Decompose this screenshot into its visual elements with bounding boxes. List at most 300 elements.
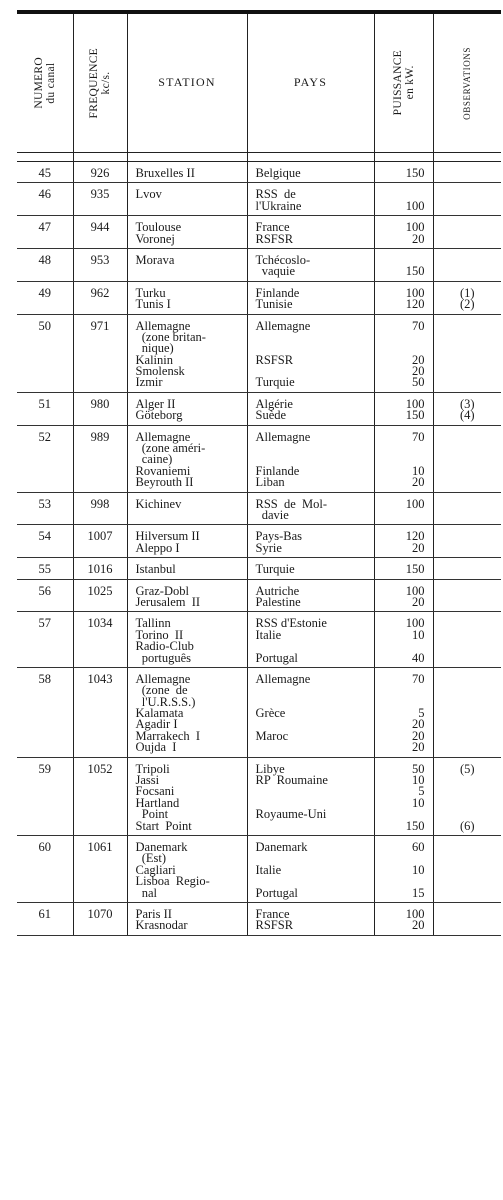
observations-line: [434, 543, 502, 554]
pays-cell: [247, 558, 374, 579]
station-line: Smolensk: [135, 364, 185, 379]
station-cell: [127, 281, 247, 314]
station-line: Izmir: [135, 375, 163, 390]
table-row: [17, 902, 501, 935]
station-line: Oujda I: [135, 740, 177, 755]
station-line: Tallinn: [135, 616, 171, 631]
pays-line: Italie: [255, 862, 282, 877]
station-cell: [127, 525, 247, 558]
header-numero: [17, 14, 73, 153]
station-cell: [127, 248, 247, 281]
observations-line: (2): [459, 297, 475, 312]
canal-number-cell: 55: [17, 558, 73, 579]
pays-line: [248, 742, 374, 753]
observations-line: [434, 432, 502, 443]
observations-line: [434, 466, 502, 477]
table-row: [17, 757, 501, 835]
station-cell: [127, 162, 247, 183]
observations-cell: [433, 281, 501, 314]
observations-cell: [433, 162, 501, 183]
canal-number-cell: 54: [17, 525, 73, 558]
puissance-cell: [374, 836, 433, 903]
station-line: nique): [135, 341, 174, 356]
canal-number-cell: 58: [17, 667, 73, 757]
header-observations: [433, 14, 501, 153]
station-line: Agadir I: [135, 717, 178, 732]
observations-cell: [433, 612, 501, 668]
puissance-line: 50: [412, 761, 425, 776]
puissance-line: 5: [418, 784, 425, 799]
puissance-cell: [374, 612, 433, 668]
frequency-cell: 998: [73, 492, 127, 525]
frequency-cell: 962: [73, 281, 127, 314]
station-line: Bruxelles II: [135, 166, 195, 180]
pays-line: Portugal: [255, 885, 298, 900]
pays-cell: [247, 162, 374, 183]
pays-line: RP Roumaine: [255, 773, 328, 788]
station-line: Lvov: [135, 187, 162, 202]
observations-line: [434, 454, 502, 465]
station-line: [128, 201, 247, 212]
station-line: Allemagne: [135, 429, 191, 444]
observations-line: [434, 477, 502, 488]
observations-line: [434, 853, 502, 864]
puissance-line: [375, 443, 433, 454]
pays-cell: [247, 425, 374, 492]
observations-line: [434, 674, 502, 685]
header-station-label: STATION: [158, 75, 216, 90]
puissance-cell: [374, 492, 433, 525]
frequency-cell: 1061: [73, 836, 127, 903]
frequency-cell: 935: [73, 183, 127, 216]
table-row: [17, 492, 501, 525]
puissance-line: 20: [412, 540, 425, 555]
observations-line: [434, 222, 502, 233]
pays-line: Algérie: [255, 396, 293, 411]
station-cell: [127, 425, 247, 492]
table-row: [17, 183, 501, 216]
frequency-cell: 1007: [73, 525, 127, 558]
pays-line: [248, 821, 374, 832]
station-line: português: [135, 650, 192, 665]
observations-line: [434, 564, 502, 575]
station-line: Radio-Club: [135, 639, 194, 654]
observations-line: (1): [459, 285, 475, 300]
table-row: [17, 425, 501, 492]
pays-cell: [247, 392, 374, 425]
puissance-line: 20: [412, 231, 425, 246]
pays-line: RSFSR: [255, 918, 294, 933]
station-line: l'U.R.S.S.): [135, 694, 196, 709]
observations-cell: [433, 558, 501, 579]
canal-number-cell: 59: [17, 757, 73, 835]
canal-number-cell: 51: [17, 392, 73, 425]
canal-number-cell: 57: [17, 612, 73, 668]
frequency-cell: 1052: [73, 757, 127, 835]
frequency-cell: 1043: [73, 667, 127, 757]
puissance-line: 5: [418, 706, 425, 721]
station-line: Kalamata: [135, 706, 184, 721]
station-line: Hartland: [135, 795, 180, 810]
canal-number-cell: 61: [17, 902, 73, 935]
header-observations-label: OBSERVATIONS: [462, 46, 473, 120]
observations-line: [434, 343, 502, 354]
puissance-line: 100: [405, 496, 425, 511]
puissance-cell: [374, 216, 433, 249]
table-row: [17, 392, 501, 425]
puissance-line: 100: [405, 285, 425, 300]
station-line: Turku: [135, 285, 166, 300]
table-row: [17, 836, 501, 903]
observations-line: [434, 786, 502, 797]
pays-line: [248, 786, 374, 797]
puissance-line: 15: [412, 885, 425, 900]
header-frequence: [73, 14, 127, 153]
puissance-line: 20: [412, 352, 425, 367]
table-row: [17, 558, 501, 579]
station-cell: [127, 612, 247, 668]
observations-cell: [433, 579, 501, 612]
pays-cell: [247, 667, 374, 757]
observations-cell: [433, 314, 501, 392]
table-row: [17, 667, 501, 757]
puissance-line: 150: [405, 818, 425, 833]
observations-line: [434, 653, 502, 664]
puissance-line: 10: [412, 773, 425, 788]
pays-line: France: [255, 906, 290, 921]
pays-line: Allemagne: [255, 318, 311, 333]
observations-line: [434, 201, 502, 212]
pays-line: Portugal: [255, 650, 298, 665]
puissance-cell: [374, 162, 433, 183]
pays-cell: [247, 314, 374, 392]
puissance-line: 120: [405, 529, 425, 544]
station-line: Jassi: [135, 773, 160, 788]
station-line: (zone britan-: [135, 329, 206, 344]
pays-cell: [247, 248, 374, 281]
observations-line: [434, 531, 502, 542]
header-station: [127, 14, 247, 153]
observations-line: [434, 255, 502, 266]
observations-line: [434, 708, 502, 719]
station-line: Hilversum II: [135, 529, 200, 544]
header-numero-line1: NUMERO: [32, 57, 45, 109]
observations-cell: [433, 836, 501, 903]
observations-line: [434, 234, 502, 245]
pays-line: Syrie: [255, 540, 282, 555]
pays-line: davie: [255, 508, 289, 522]
pays-line: RSS de: [255, 187, 296, 202]
pays-cell: [247, 612, 374, 668]
observations-line: [434, 731, 502, 742]
station-line: Danemark: [135, 840, 188, 854]
station-line: Morava: [135, 252, 175, 267]
puissance-line: 70: [412, 671, 425, 686]
puissance-cell: [374, 558, 433, 579]
frequency-cell: 926: [73, 162, 127, 183]
observations-cell: [433, 248, 501, 281]
pays-cell: [247, 836, 374, 903]
header-puissance-line1: PUISSANCE: [391, 50, 404, 116]
frequency-cell: 980: [73, 392, 127, 425]
frequency-cell: 1034: [73, 612, 127, 668]
station-cell: [127, 579, 247, 612]
station-line: Krasnodar: [135, 918, 188, 933]
pays-line: Pays-Bas: [255, 529, 303, 544]
observations-line: [434, 697, 502, 708]
puissance-line: 20: [412, 740, 425, 755]
pays-cell: [247, 216, 374, 249]
puissance-line: 100: [405, 616, 425, 631]
observations-line: [434, 266, 502, 277]
pays-line: Turquie: [255, 562, 295, 577]
station-line: Tunis I: [135, 297, 171, 312]
station-line: (Est): [135, 851, 167, 866]
canal-number-cell: 60: [17, 836, 73, 903]
frequency-table: [17, 14, 501, 936]
puissance-cell: [374, 392, 433, 425]
observations-line: [434, 510, 502, 521]
station-line: Göteborg: [135, 408, 183, 423]
puissance-line: 50: [412, 375, 425, 390]
observations-line: (4): [459, 408, 475, 423]
pays-cell: [247, 579, 374, 612]
canal-number-cell: 52: [17, 425, 73, 492]
pays-line: Maroc: [255, 728, 289, 743]
puissance-line: 10: [412, 627, 425, 642]
pays-line: Allemagne: [255, 429, 311, 444]
puissance-line: 120: [405, 297, 425, 312]
puissance-cell: [374, 902, 433, 935]
observations-line: [434, 775, 502, 786]
station-line: Marrakech I: [135, 728, 201, 743]
pays-line: [248, 443, 374, 454]
puissance-cell: [374, 281, 433, 314]
pays-line: RSS d'Estonie: [255, 616, 327, 631]
station-line: Aleppo I: [135, 540, 180, 555]
pays-line: RSFSR: [255, 231, 294, 246]
table-row: [17, 579, 501, 612]
station-line: Paris II: [135, 906, 172, 921]
table-row: [17, 525, 501, 558]
pays-cell: [247, 757, 374, 835]
table-body: [17, 162, 501, 936]
puissance-line: 70: [412, 318, 425, 333]
header-puissance-line2: en kW.: [403, 66, 416, 100]
puissance-line: 20: [412, 475, 425, 490]
pays-cell: [247, 281, 374, 314]
canal-number-cell: 53: [17, 492, 73, 525]
pays-cell: [247, 525, 374, 558]
pays-line: l'Ukraine: [255, 198, 302, 213]
puissance-line: [375, 685, 433, 696]
puissance-line: [375, 332, 433, 343]
puissance-cell: [374, 314, 433, 392]
observations-line: [434, 630, 502, 641]
pays-line: Liban: [255, 475, 285, 490]
puissance-line: [375, 510, 433, 521]
pays-line: RSS de Mol-: [255, 496, 328, 511]
puissance-line: 10: [412, 795, 425, 810]
table-row: [17, 162, 501, 183]
puissance-line: 20: [412, 728, 425, 743]
pays-line: Libye: [255, 761, 285, 776]
frequency-cell: 1025: [73, 579, 127, 612]
observations-cell: [433, 183, 501, 216]
observations-line: [434, 321, 502, 332]
frequency-cell: 944: [73, 216, 127, 249]
puissance-cell: [374, 183, 433, 216]
header-row: [17, 14, 501, 153]
station-line: Cagliari: [135, 862, 176, 877]
puissance-line: 100: [405, 396, 425, 411]
station-line: (zone de: [135, 683, 188, 698]
pays-line: Belgique: [255, 166, 301, 180]
canal-number-cell: 48: [17, 248, 73, 281]
observations-line: (3): [459, 396, 475, 411]
observations-line: [434, 842, 502, 853]
station-cell: [127, 492, 247, 525]
canal-number-cell: 45: [17, 162, 73, 183]
station-line: Beyrouth II: [135, 475, 194, 490]
station-line: Start Point: [135, 818, 192, 833]
puissance-cell: [374, 667, 433, 757]
observations-line: [434, 798, 502, 809]
pays-line: Italie: [255, 627, 282, 642]
station-line: [128, 510, 247, 521]
station-cell: [127, 902, 247, 935]
pays-line: [248, 332, 374, 343]
station-line: Voronej: [135, 231, 175, 246]
observations-line: [434, 597, 502, 608]
table-row: [17, 216, 501, 249]
pays-line: Turquie: [255, 375, 295, 390]
observations-line: [434, 685, 502, 696]
station-line: Focsani: [135, 784, 175, 799]
frequency-cell: 1070: [73, 902, 127, 935]
puissance-line: 60: [412, 840, 425, 854]
puissance-line: 40: [412, 650, 425, 665]
frequency-cell: 971: [73, 314, 127, 392]
puissance-line: 150: [405, 408, 425, 423]
puissance-cell: [374, 425, 433, 492]
table-row: [17, 248, 501, 281]
station-cell: [127, 667, 247, 757]
canal-number-cell: 47: [17, 216, 73, 249]
frequency-cell: 1016: [73, 558, 127, 579]
observations-line: (6): [459, 818, 475, 833]
station-line: Rovaniemi: [135, 463, 191, 478]
canal-number-cell: 46: [17, 183, 73, 216]
header-gap-row: [17, 153, 501, 162]
puissance-cell: [374, 579, 433, 612]
canal-number-cell: 50: [17, 314, 73, 392]
frequency-table-page: [17, 10, 501, 936]
table-row: [17, 612, 501, 668]
station-line: Kichinev: [135, 496, 182, 511]
puissance-line: 100: [405, 220, 425, 235]
station-line: Graz-Dobl: [135, 583, 189, 598]
pays-line: Tunisie: [255, 297, 293, 312]
station-line: (zone améri-: [135, 441, 206, 456]
observations-line: [434, 742, 502, 753]
observations-line: [434, 355, 502, 366]
puissance-line: 20: [412, 364, 425, 379]
header-frequence-line1: FREQUENCE: [88, 47, 100, 119]
station-line: Kalinin: [135, 352, 173, 367]
observations-line: [434, 719, 502, 730]
canal-number-cell: 49: [17, 281, 73, 314]
puissance-line: 100: [405, 583, 425, 598]
pays-line: Finlande: [255, 285, 300, 300]
pays-line: RSFSR: [255, 352, 294, 367]
header-frequence-line2: kc/s.: [100, 71, 112, 95]
observations-line: [434, 618, 502, 629]
puissance-line: 10: [412, 463, 425, 478]
pays-line: France: [255, 220, 290, 235]
pays-line: Tchécoslo-: [255, 252, 311, 267]
header-numero-line2: du canal: [44, 62, 57, 104]
table-row: [17, 314, 501, 392]
pays-line: Allemagne: [255, 671, 311, 686]
observations-line: [434, 168, 502, 179]
table-row: [17, 281, 501, 314]
pays-line: Danemark: [255, 840, 308, 854]
observations-line: [434, 909, 502, 920]
puissance-line: 150: [405, 264, 425, 279]
pays-line: Finlande: [255, 463, 300, 478]
puissance-line: 70: [412, 429, 425, 444]
observations-line: [434, 641, 502, 652]
station-line: Torino II: [135, 627, 184, 642]
station-cell: [127, 314, 247, 392]
header-puissance: [374, 14, 433, 153]
header-pays-label: PAYS: [293, 75, 328, 90]
frequency-cell: 953: [73, 248, 127, 281]
puissance-line: 100: [405, 906, 425, 921]
pays-line: vaquie: [255, 264, 296, 279]
pays-line: Autriche: [255, 583, 300, 598]
pays-cell: [247, 902, 374, 935]
observations-line: [434, 377, 502, 388]
canal-number-cell: 56: [17, 579, 73, 612]
pays-line: Palestine: [255, 594, 301, 609]
observations-line: [434, 888, 502, 899]
puissance-line: 150: [405, 562, 425, 577]
station-line: Tripoli: [135, 761, 170, 776]
station-cell: [127, 558, 247, 579]
observations-cell: [433, 492, 501, 525]
station-line: Allemagne: [135, 318, 191, 333]
observations-line: [434, 920, 502, 931]
station-cell: [127, 757, 247, 835]
observations-cell: [433, 667, 501, 757]
station-cell: [127, 836, 247, 903]
station-line: nal: [135, 885, 158, 900]
observations-line: [434, 332, 502, 343]
puissance-cell: [374, 248, 433, 281]
pays-line: [248, 685, 374, 696]
frequency-cell: 989: [73, 425, 127, 492]
observations-line: [434, 586, 502, 597]
observations-cell: [433, 757, 501, 835]
observations-cell: [433, 425, 501, 492]
puissance-cell: [374, 525, 433, 558]
station-line: Lisboa Regio-: [135, 874, 210, 889]
puissance-line: 20: [412, 717, 425, 732]
observations-line: [434, 865, 502, 876]
puissance-line: 10: [412, 862, 425, 877]
